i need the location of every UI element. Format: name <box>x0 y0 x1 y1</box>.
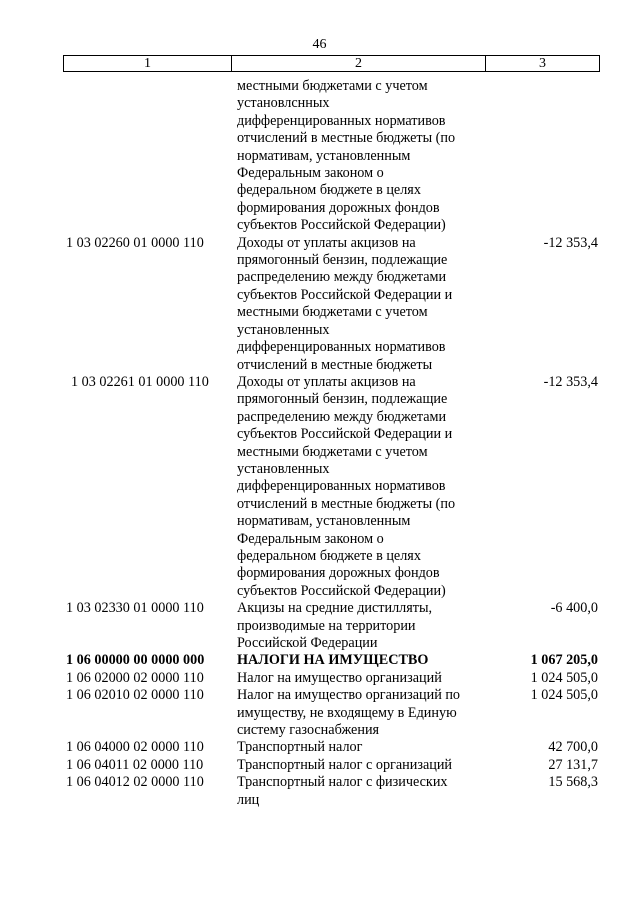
revenue-name: НАЛОГИ НА ИМУЩЕСТВО <box>237 652 429 669</box>
amount: 1 024 505,0 <box>530 687 598 704</box>
table-header <box>63 55 600 72</box>
revenue-name: Налог на имущество организаций <box>237 669 442 686</box>
table-row <box>63 670 600 687</box>
revenue-name: Доходы от уплаты акцизов на прямогонный бензин, подлежащие распределению между бюджетами субъектов Российской Федерации и местными бюджетами с учетом установленных дифференцированных нормативов отчислений в местные бюджеты (по нормативам, установленным Федеральным законом о федеральном бюджете в целях формирования дорожных фондов субъектов Российской Федерации) <box>237 373 456 599</box>
budget-code: 1 03 02330 01 0000 110 <box>66 600 204 617</box>
budget-code: 1 06 02010 02 0000 110 <box>66 687 204 704</box>
amount: 42 700,0 <box>548 739 598 756</box>
budget-code: 1 03 02260 01 0000 110 <box>66 234 204 251</box>
amount: -12 353,4 <box>543 373 598 390</box>
budget-code: 1 03 02261 01 0000 110 <box>71 373 209 390</box>
revenue-name: Акцизы на средние дистилляты, производимые на территории Российской Федерации <box>237 600 433 651</box>
amount: 1 024 505,0 <box>530 669 598 686</box>
revenue-name: Транспортный налог <box>237 739 363 756</box>
table-row <box>63 600 600 652</box>
amount: -12 353,4 <box>543 234 598 251</box>
table-row <box>63 374 600 600</box>
table-row-section <box>63 652 600 669</box>
amount: -6 400,0 <box>550 600 598 617</box>
budget-code: 1 06 04012 02 0000 110 <box>66 774 204 791</box>
revenue-name: местными бюджетами с учетом установлснных дифференцированных нормативов отчислений в местные бюджеты (по нормативам, установленным Федеральным законом о федеральном бюджете в целях формирования дорожных фондов субъектов Российской Федерации) <box>237 78 456 234</box>
table-row <box>63 739 600 756</box>
amount: 27 131,7 <box>548 756 598 773</box>
table-row <box>63 757 600 774</box>
header-col-2: 2 <box>232 56 486 71</box>
amount: 1 067 205,0 <box>530 652 598 669</box>
page-number: 46 <box>312 37 327 52</box>
table-row <box>63 78 600 235</box>
header-col-3: 3 <box>539 56 546 71</box>
revenue-name: Налог на имущество организаций по имуществу, не входящему в Единую систему газоснабжения <box>237 687 461 739</box>
table-row <box>63 687 600 739</box>
budget-code: 1 06 04011 02 0000 110 <box>66 756 204 773</box>
table-row <box>63 774 600 809</box>
revenue-name: Доходы от уплаты акцизов на прямогонный бензин, подлежащие распределению между бюджетами субъектов Российской Федерации и местными бюджетами с учетом установленных дифференцированных нормативов отчислений в местные бюджеты <box>237 234 453 373</box>
budget-code: 1 06 04000 02 0000 110 <box>66 739 204 756</box>
table-row <box>63 235 600 374</box>
budget-code: 1 06 00000 00 0000 000 <box>66 652 205 669</box>
amount: 15 568,3 <box>548 774 598 791</box>
revenue-name: Транспортный налог с физических лиц <box>237 774 448 808</box>
header-col-1: 1 <box>64 56 232 71</box>
budget-code: 1 06 02000 02 0000 110 <box>66 669 204 686</box>
revenue-name: Транспортный налог с организаций <box>237 756 453 773</box>
table-body <box>63 78 600 809</box>
